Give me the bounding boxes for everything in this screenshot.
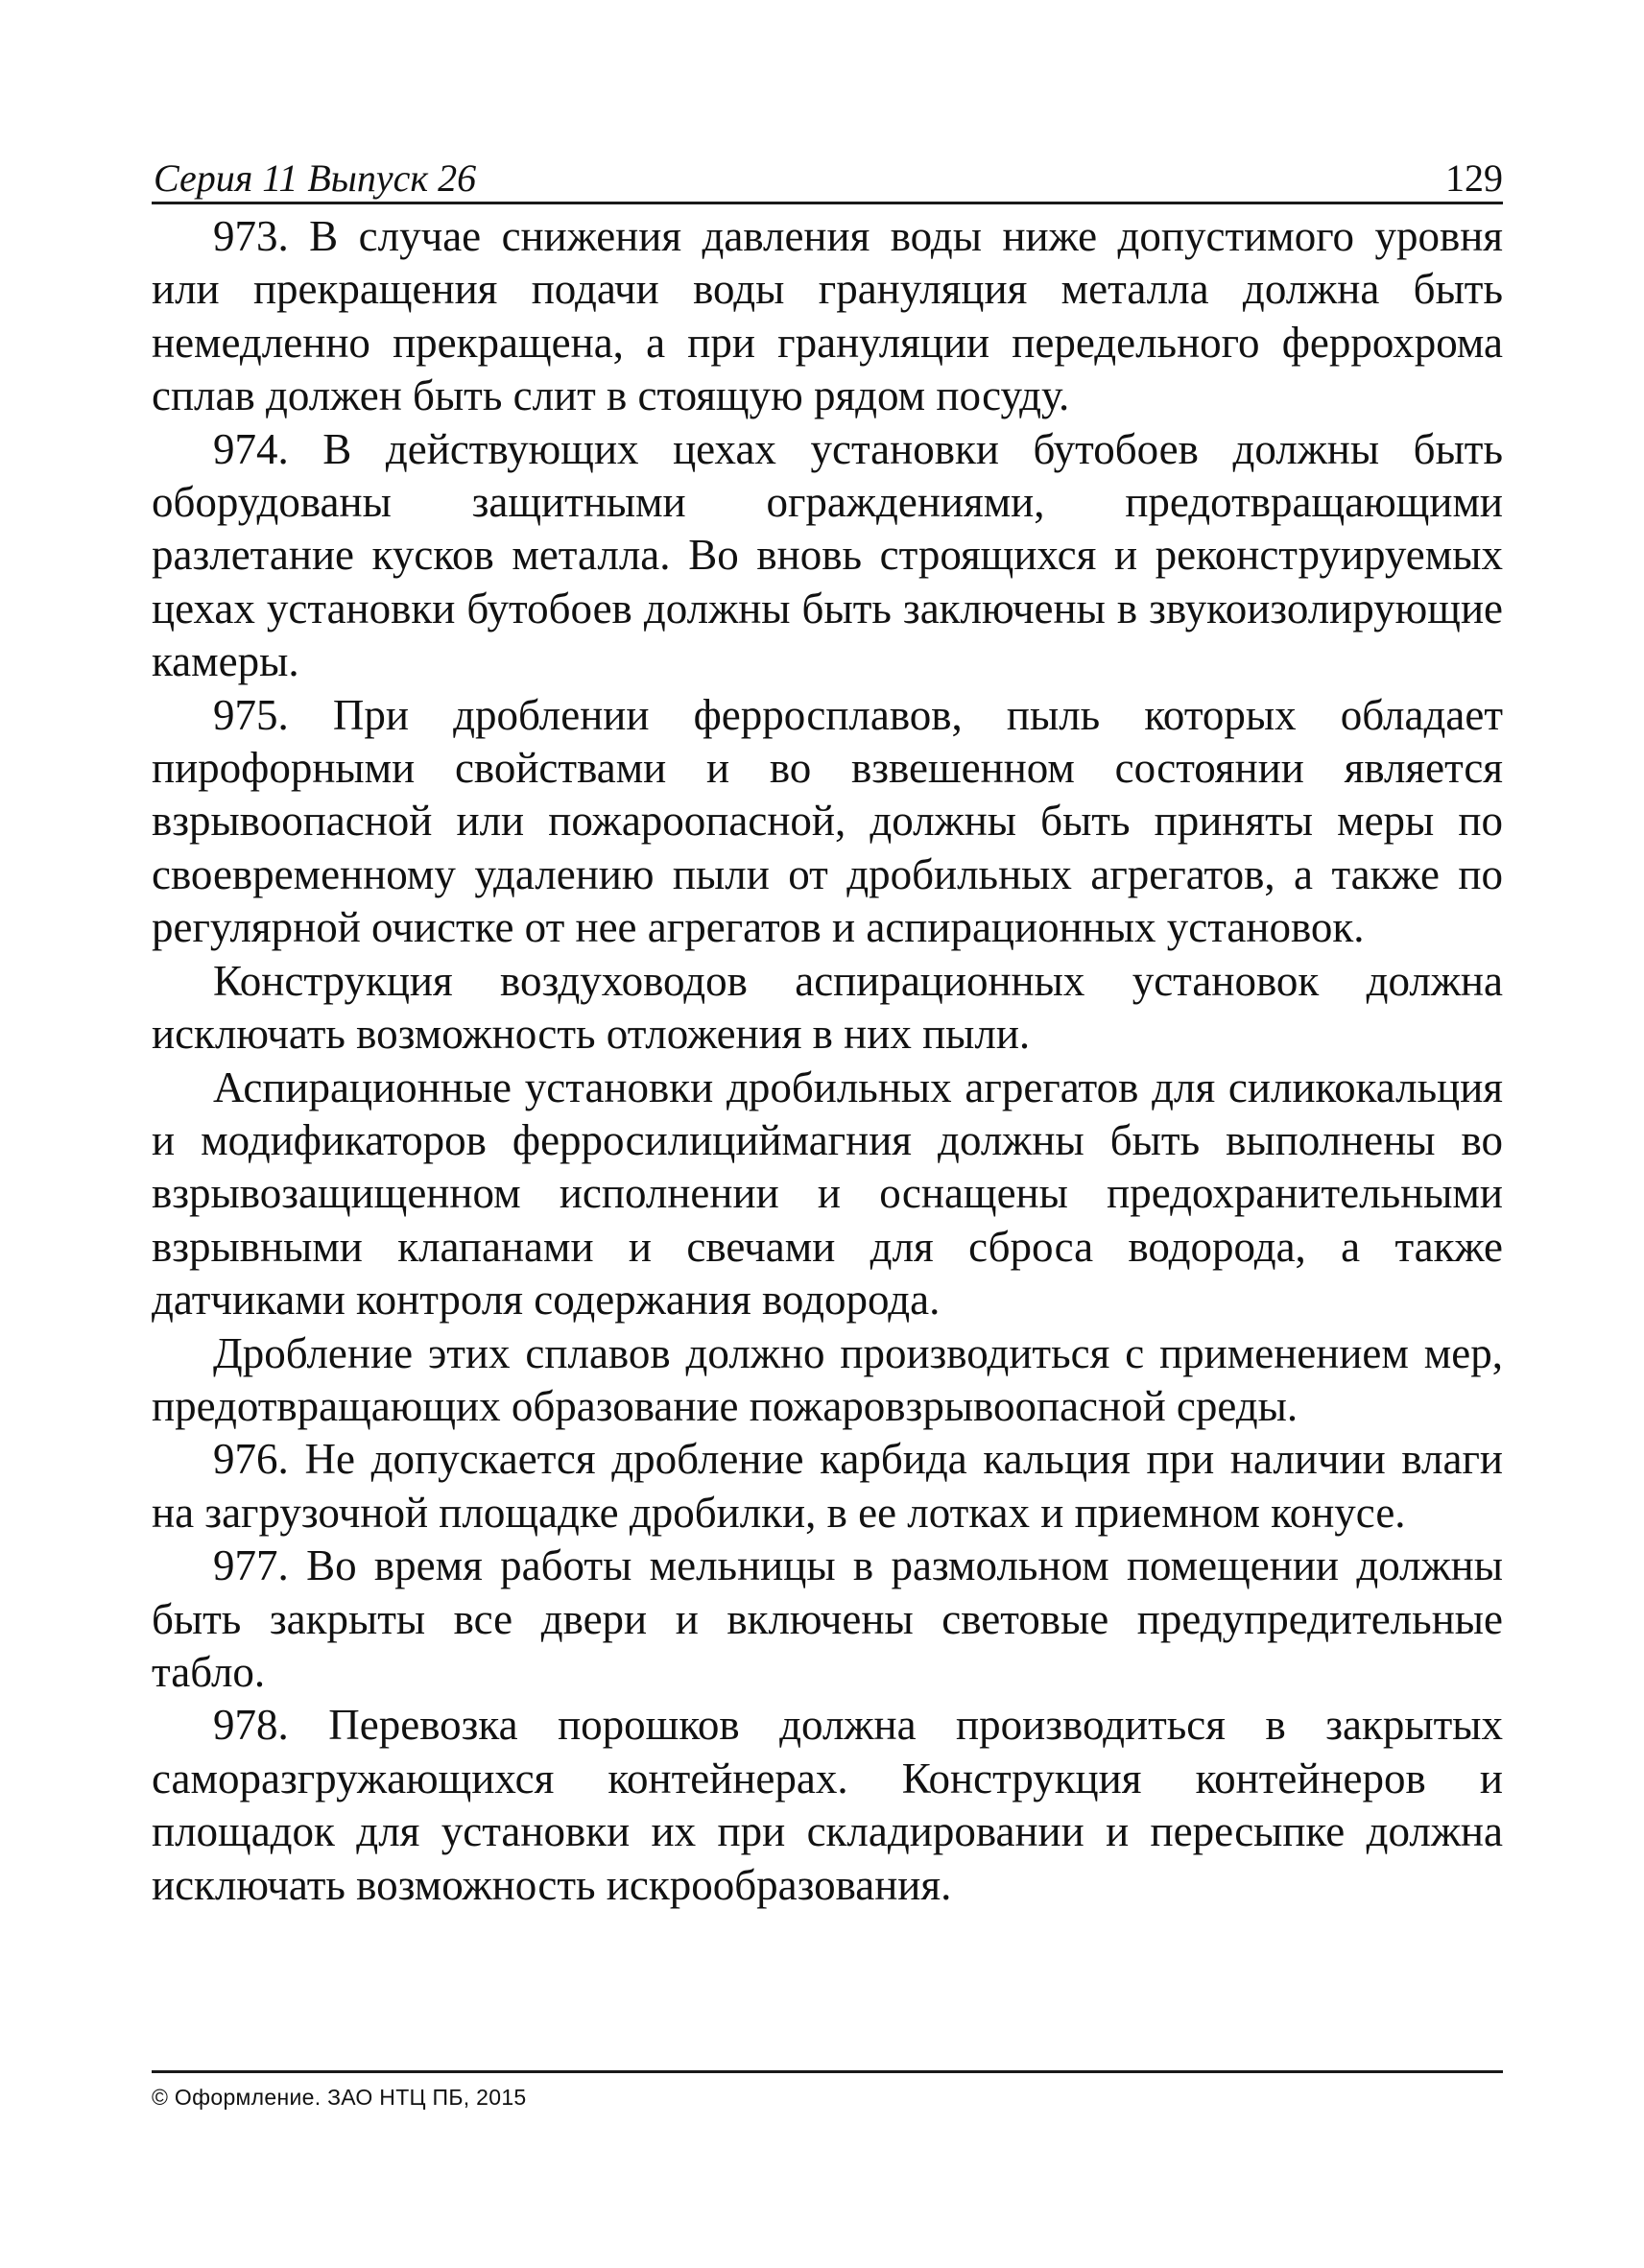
- paragraph-975-aspiration: Аспирационные установки дробильных агрегатов для силикокальция и модификаторов ферросилициймагния должны быть выполнены во взрывозащищенном исполнении и оснащены предохранительными взрывными клапанами и свечами для сброса водорода, а также датчиками контроля содержания водорода.: [152, 1062, 1503, 1325]
- paragraph-976: 976. Не допускается дробление карбида кальция при наличии влаги на загрузочной площадке дробилки, в ее лотках и приемном конусе.: [152, 1435, 1503, 1537]
- running-header: [152, 154, 1503, 204]
- document-page: [152, 154, 1503, 1912]
- paragraph-975-ducts: Конструкция воздуховодов аспирационных установок должна исключать возможность отложения в них пыли.: [152, 956, 1503, 1059]
- paragraph-974: 974. В действующих цехах установки бутобоев должны быть оборудованы защитными ограждениями, предотвращающими разлетание кусков металла. Во вновь строящихся и реконструируемых цехах установки бутобоев должны быть заключены в звукоизолирующие камеры.: [152, 424, 1503, 686]
- copyright-notice: © Оформление. ЗАО НТЦ ПБ, 2015: [152, 2085, 527, 2110]
- page-number: 129: [1445, 156, 1503, 200]
- paragraph-973: 973. В случае снижения давления воды ниже допустимого уровня или прекращения подачи воды грануляция металла должна быть немедленно прекращена, а при грануляции передельного феррохрома сплав должен быть слит в стоящую рядом посуду.: [152, 212, 1503, 420]
- page-footer: [152, 2070, 1503, 2112]
- document-body: [152, 210, 1503, 1912]
- series-title: Серия 11 Выпуск 26: [154, 156, 477, 200]
- paragraph-975-crushing: Дробление этих сплавов должно производиться с применением мер, предотвращающих образование пожаровзрывоопасной среды.: [152, 1328, 1503, 1430]
- paragraph-975: 975. При дроблении ферросплавов, пыль которых обладает пирофорными свойствами и во взвешенном состоянии является взрывоопасной или пожароопасной, должны быть приняты меры по своевременному удалению пыли от дробильных агрегатов, а также по регулярной очистке от нее агрегатов и аспирационных установок.: [152, 690, 1503, 952]
- paragraph-978: 978. Перевозка порошков должна производиться в закрытых саморазгружающихся контейнерах. Конструкция контейнеров и площадок для установки их при складировании и пересыпке должна исключать возможность искрообразования.: [152, 1701, 1503, 1909]
- paragraph-977: 977. Во время работы мельницы в размольном помещении должны быть закрыты все двери и включены световые предупредительные табло.: [152, 1541, 1503, 1696]
